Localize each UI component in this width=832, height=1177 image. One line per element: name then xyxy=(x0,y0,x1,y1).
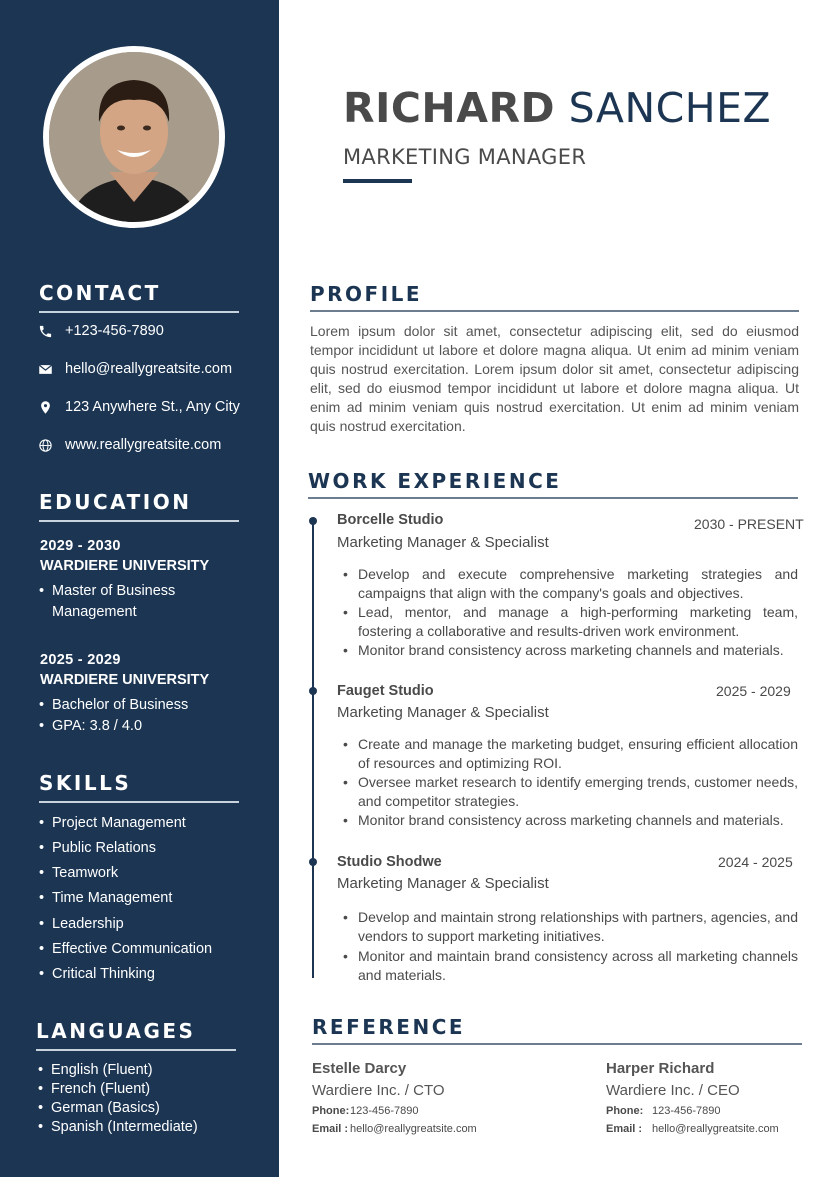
reference-phone-label: Phone: xyxy=(312,1105,350,1117)
job-bullet-text: • Monitor brand consistency across marketing channels and materials. xyxy=(358,812,784,828)
timeline-line xyxy=(312,520,314,978)
skill-text: • Time Management xyxy=(52,890,173,906)
skill-item xyxy=(39,964,155,985)
skill-text: • Teamwork xyxy=(52,865,119,881)
skill-item xyxy=(39,939,212,960)
job-bullet xyxy=(343,735,798,773)
profile-text: Lorem ipsum dolor sit amet, consectetur adipiscing elit, sed do eiusmod tempor incididunt ut labore et dolore magna aliqua. Ut enim ad minim veniam quis nostrud exercitation. Lorem ipsum dolor sit amet, consectetur adipiscing elit, sed do eiusmod tempor incididunt ut labore et dolore magna aliqua. Ut enim ad minim veniam quis nostrud exercitation. Ut enim ad minim veniam quis nostrud exercitation. xyxy=(310,323,799,434)
reference-name: Harper Richard xyxy=(606,1060,715,1077)
language-item xyxy=(38,1098,160,1119)
job-bullet-text: • Develop and maintain strong relationships with partners, agencies, and vendors to support marketing initiatives. xyxy=(358,909,798,944)
job-bullet-text: • Create and manage the marketing budget, ensuring efficient allocation of resources and optimizing ROI. xyxy=(358,736,798,771)
job-bullet xyxy=(343,641,798,660)
timeline-dot xyxy=(309,517,317,525)
education-university: WARDIERE UNIVERSITY xyxy=(40,672,210,688)
reference-email-value: hello@reallygreatsite.com xyxy=(652,1123,779,1135)
reference-email-label: Email : xyxy=(312,1123,349,1135)
contact-phone-text: +123-456-7890 xyxy=(65,323,164,339)
timeline-dot xyxy=(309,858,317,866)
skill-item xyxy=(39,914,124,935)
skill-text: • Public Relations xyxy=(52,840,156,856)
job-company: Studio Shodwe xyxy=(337,854,442,870)
education-item-text: • Bachelor of Business xyxy=(52,697,189,713)
mail-icon xyxy=(37,361,53,377)
language-item xyxy=(38,1079,150,1100)
profile-heading: PROFILE xyxy=(310,282,799,312)
job-bullet-text: • Lead, mentor, and manage a high-performing marketing team, fostering a collaborative and results-driven work environment. xyxy=(358,604,798,639)
job-bullet xyxy=(343,908,798,946)
location-pin-icon xyxy=(37,399,53,415)
contact-email-text: hello@reallygreatsite.com xyxy=(65,361,233,377)
job-title: MARKETING MANAGER xyxy=(343,145,587,169)
skills-heading: SKILLS xyxy=(39,771,239,803)
skill-item xyxy=(39,813,186,834)
reference-email xyxy=(606,1123,779,1135)
skill-text: • Critical Thinking xyxy=(52,966,155,982)
reference-email-value: hello@reallygreatsite.com xyxy=(350,1123,477,1135)
reference-phone xyxy=(606,1105,721,1117)
education-item xyxy=(39,716,142,737)
last-name: SANCHEZ xyxy=(568,84,772,132)
job-bullet xyxy=(343,603,798,641)
job-dates: 2025 - 2029 xyxy=(716,683,791,699)
work-experience-heading: WORK EXPERIENCE xyxy=(308,469,798,499)
skill-item xyxy=(39,863,118,884)
phone-icon xyxy=(37,323,53,339)
education-item-text: Management xyxy=(52,604,137,620)
profile-photo xyxy=(43,46,225,228)
job-bullet-text: • Monitor and maintain brand consistency across all marketing channels and materials. xyxy=(358,948,798,983)
job-dates: 2024 - 2025 xyxy=(718,854,793,870)
profile-photo-image xyxy=(49,52,219,222)
language-text: • Spanish (Intermediate) xyxy=(51,1119,198,1135)
first-name: RICHARD xyxy=(343,84,556,132)
globe-icon xyxy=(37,437,53,453)
title-underline xyxy=(343,179,412,183)
job-company: Borcelle Studio xyxy=(337,512,444,528)
language-text: • French (Fluent) xyxy=(51,1081,151,1097)
full-name xyxy=(343,84,771,132)
language-item xyxy=(38,1117,198,1138)
contact-phone xyxy=(37,323,164,339)
skill-item xyxy=(39,888,172,909)
reference-heading: REFERENCE xyxy=(312,1015,802,1045)
education-item-text: • GPA: 3.8 / 4.0 xyxy=(52,718,143,734)
job-bullet-text: • Monitor brand consistency across marketing channels and materials. xyxy=(358,642,784,658)
timeline-dot xyxy=(309,687,317,695)
reference-email-label: Email : xyxy=(606,1123,643,1135)
job-role: Marketing Manager & Specialist xyxy=(337,704,549,721)
reference-org: Wardiere Inc. / CTO xyxy=(312,1082,445,1099)
job-bullet xyxy=(343,811,798,830)
job-company: Fauget Studio xyxy=(337,683,434,699)
education-university: WARDIERE UNIVERSITY xyxy=(40,558,210,574)
education-item xyxy=(39,695,188,716)
job-dates: 2030 - PRESENT xyxy=(694,516,804,532)
skill-text: • Effective Communication xyxy=(52,941,213,957)
reference-email xyxy=(312,1123,477,1135)
sidebar xyxy=(0,0,279,1177)
job-bullet xyxy=(343,947,798,985)
contact-address xyxy=(37,399,240,415)
language-text: • German (Basics) xyxy=(51,1100,160,1116)
contact-address-text: 123 Anywhere St., Any City xyxy=(65,399,240,415)
skill-text: • Leadership xyxy=(52,916,124,932)
language-item xyxy=(38,1060,153,1081)
education-years: 2029 - 2030 xyxy=(40,538,121,554)
job-bullet-text: • Oversee market research to identify emerging trends, customer needs, and competitor strategies. xyxy=(358,774,798,809)
reference-phone-label: Phone: xyxy=(606,1105,644,1117)
job-bullet xyxy=(343,565,798,603)
education-years: 2025 - 2029 xyxy=(40,652,121,668)
reference-org: Wardiere Inc. / CEO xyxy=(606,1082,740,1099)
reference-name: Estelle Darcy xyxy=(312,1060,407,1077)
contact-heading: CONTACT xyxy=(39,281,239,313)
contact-website-text: www.reallygreatsite.com xyxy=(65,437,222,453)
reference-phone-value: 123-456-7890 xyxy=(652,1105,721,1117)
education-item-text: • Master of Business xyxy=(52,583,176,599)
reference-phone xyxy=(312,1105,419,1117)
job-role: Marketing Manager & Specialist xyxy=(337,875,549,892)
contact-website xyxy=(37,437,221,453)
skill-text: • Project Management xyxy=(52,815,186,831)
language-text: • English (Fluent) xyxy=(51,1062,153,1078)
education-item xyxy=(39,581,175,623)
job-bullet-text: • Develop and execute comprehensive marketing strategies and campaigns that align with the company's goals and objectives. xyxy=(358,566,798,601)
education-heading: EDUCATION xyxy=(39,490,239,522)
job-bullet xyxy=(343,773,798,811)
languages-heading: LANGUAGES xyxy=(36,1019,236,1051)
job-role: Marketing Manager & Specialist xyxy=(337,534,549,551)
skill-item xyxy=(39,838,156,859)
reference-phone-value: 123-456-7890 xyxy=(350,1105,419,1117)
contact-email xyxy=(37,361,232,377)
